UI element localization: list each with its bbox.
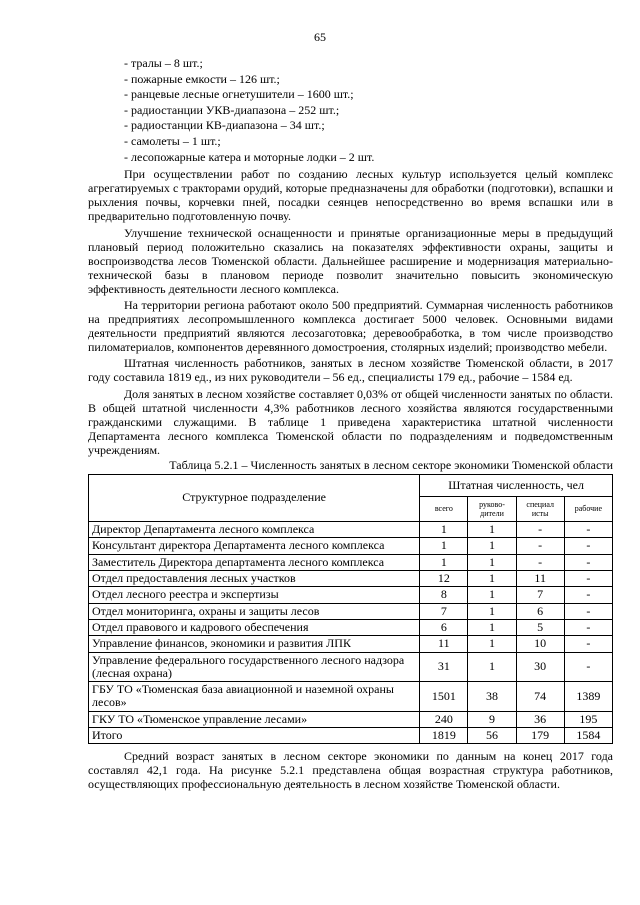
table-row: [89, 554, 613, 570]
list-item: - радиостанции КВ-диапазона – 34 шт.;: [124, 118, 325, 133]
cell-total: 1819: [420, 727, 468, 743]
cell-heads: 1: [468, 587, 516, 603]
staff-table: [88, 474, 613, 744]
cell-total: 11: [420, 636, 468, 652]
header-total: всего: [420, 496, 468, 522]
page-number: 65: [314, 30, 326, 44]
cell-workers: -: [564, 619, 612, 635]
cell-total: 1: [420, 554, 468, 570]
cell-specialists: -: [516, 554, 564, 570]
cell-specialists: 5: [516, 619, 564, 635]
table-row: [89, 682, 613, 712]
cell-heads: 1: [468, 538, 516, 554]
row-name: Заместитель Директора департамента лесного комплекса: [89, 554, 420, 570]
row-name: Управление федерального государственного лесного надзора (лесная охрана): [89, 652, 420, 682]
row-name: ГБУ ТО «Тюменская база авиационной и наземной охраны лесов»: [89, 682, 420, 712]
list-item: - лесопожарные катера и моторные лодки – 2 шт.: [124, 149, 375, 164]
cell-workers: 1389: [564, 682, 612, 712]
cell-workers: -: [564, 636, 612, 652]
cell-heads: 1: [468, 652, 516, 682]
table-caption: Таблица 5.2.1 – Численность занятых в лесном секторе экономики Тюменской области: [169, 458, 613, 473]
cell-workers: 1584: [564, 727, 612, 743]
cell-heads: 1: [468, 619, 516, 635]
cell-total: 1: [420, 522, 468, 538]
cell-workers: -: [564, 554, 612, 570]
list-item: - самолеты – 1 шт.;: [124, 133, 221, 148]
cell-heads: 1: [468, 522, 516, 538]
cell-specialists: 7: [516, 587, 564, 603]
cell-specialists: 36: [516, 711, 564, 727]
list-item: - пожарные емкости – 126 шт.;: [124, 71, 280, 86]
paragraph: Улучшение технической оснащенности и принятые организационные меры в предыдущий плановый период положительно сказались на показателях эффективности охраны, защиты и воспроизводства лесов Тюменской области. Дальнейшее расширение и модернизация материально-технической базы в плановом периоде позволит значительно повысить экономическую эффективность деятельности лесного комплекса.: [88, 225, 613, 296]
cell-specialists: 6: [516, 603, 564, 619]
header-staff-count: Штатная численность, чел: [420, 475, 613, 496]
cell-specialists: 74: [516, 682, 564, 712]
cell-heads: 1: [468, 571, 516, 587]
paragraph: На территории региона работают около 500 предприятий. Суммарная численность работников на предприятиях лесопромышленного комплекса достигает 5000 человек. Основными видами деятельности предприятий являются лесозаготовка; деревообработка, в том числе производство пиломатериалов, компонентов деревянного домостроения, столярных изделий; производство мебели.: [88, 298, 613, 355]
cell-workers: 195: [564, 711, 612, 727]
table-row: [89, 619, 613, 635]
header-structural-unit: Структурное подразделение: [89, 475, 420, 522]
cell-total: 240: [420, 711, 468, 727]
cell-workers: -: [564, 522, 612, 538]
row-name: Консультант директора Департамента лесного комплекса: [89, 538, 420, 554]
cell-total: 7: [420, 603, 468, 619]
list-item: - радиостанции УКВ-диапазона – 252 шт.;: [124, 102, 340, 117]
row-name: Итого: [89, 727, 420, 743]
cell-heads: 56: [468, 727, 516, 743]
row-name: Управление финансов, экономики и развития ЛПК: [89, 636, 420, 652]
cell-specialists: 179: [516, 727, 564, 743]
cell-total: 6: [420, 619, 468, 635]
table-row: [89, 603, 613, 619]
table-row-total: [89, 727, 613, 743]
row-name: ГКУ ТО «Тюменское управление лесами»: [89, 711, 420, 727]
cell-specialists: 10: [516, 636, 564, 652]
table-row: [89, 538, 613, 554]
cell-workers: -: [564, 571, 612, 587]
paragraph: При осуществлении работ по созданию лесных культур используется целый комплекс агрегатируемых с тракторами орудий, которые предназначены для обработки (подготовки), вспашки и рыхления почвы, корчевки пней, посадки сеянцев непосредственно во время вспашки или в предварительно подготовленную почву.: [88, 167, 613, 224]
table-row: [89, 571, 613, 587]
cell-workers: -: [564, 652, 612, 682]
cell-specialists: -: [516, 538, 564, 554]
table-row: [89, 636, 613, 652]
table-row: [89, 522, 613, 538]
cell-heads: 38: [468, 682, 516, 712]
row-name: Отдел предоставления лесных участков: [89, 571, 420, 587]
header-heads: руково-дители: [468, 496, 516, 522]
cell-total: 12: [420, 571, 468, 587]
paragraph: Средний возраст занятых в лесном секторе экономики по данным на конец 2017 года составлял 42,1 года. На рисунке 5.2.1 представлена общая возрастная структура работников, осуществляющих профессиональную деятельность в лесном хозяйстве Тюменской области.: [88, 749, 613, 792]
cell-heads: 1: [468, 636, 516, 652]
table-row: [89, 711, 613, 727]
list-item: - тралы – 8 шт.;: [124, 56, 203, 70]
row-name: Отдел лесного реестра и экспертизы: [89, 587, 420, 603]
cell-workers: -: [564, 587, 612, 603]
cell-heads: 1: [468, 603, 516, 619]
cell-heads: 1: [468, 554, 516, 570]
cell-total: 8: [420, 587, 468, 603]
cell-total: 31: [420, 652, 468, 682]
cell-specialists: -: [516, 522, 564, 538]
cell-workers: -: [564, 603, 612, 619]
cell-heads: 9: [468, 711, 516, 727]
table-row: [89, 652, 613, 682]
cell-specialists: 30: [516, 652, 564, 682]
document-body: [88, 56, 613, 792]
cell-specialists: 11: [516, 571, 564, 587]
row-name: Отдел мониторинга, охраны и защиты лесов: [89, 603, 420, 619]
row-name: Отдел правового и кадрового обеспечения: [89, 619, 420, 635]
cell-workers: -: [564, 538, 612, 554]
paragraph: Доля занятых в лесном хозяйстве составляет 0,03% от общей численности занятых по области. В общей штатной численности 4,3% работников лесного хозяйства являются государственными гражданскими служащими. В таблице 1 приведена характеристика штатной численности Департамента лесного комплекса Тюменской области по подразделениям и подведомственным учреждениям.: [88, 386, 613, 457]
header-specialists: специал исты: [516, 496, 564, 522]
cell-total: 1501: [420, 682, 468, 712]
row-name: Директор Департамента лесного комплекса: [89, 522, 420, 538]
table-row: [89, 587, 613, 603]
list-item: - ранцевые лесные огнетушители – 1600 шт.;: [124, 87, 354, 102]
paragraph: Штатная численность работников, занятых в лесном хозяйстве Тюменской области, в 2017 году составила 1819 ед., из них руководители – 56 ед., специалисты 179 ед., рабочие – 1584 ед.: [88, 356, 613, 385]
header-workers: рабочие: [564, 496, 612, 522]
cell-total: 1: [420, 538, 468, 554]
equipment-list: [88, 56, 613, 165]
